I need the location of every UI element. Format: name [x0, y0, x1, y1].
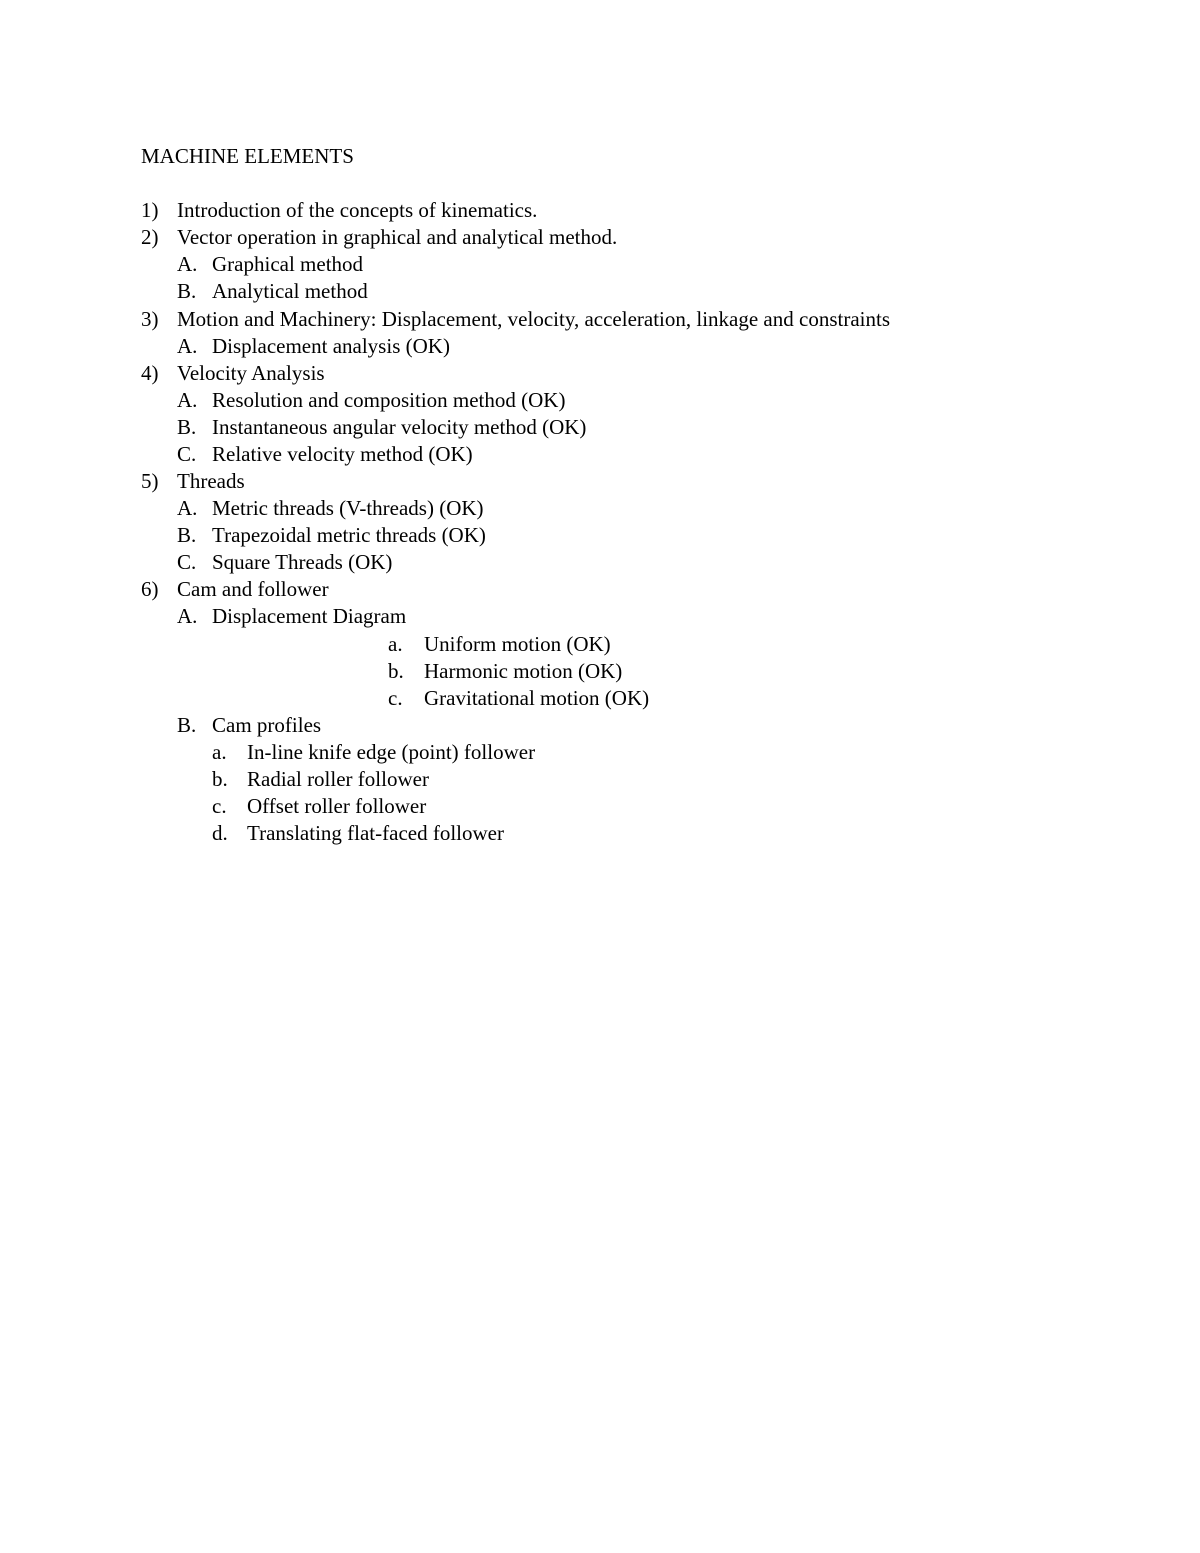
- list-item-text: Square Threads (OK): [212, 550, 393, 574]
- list-item-text: Relative velocity method (OK): [212, 442, 473, 466]
- list-marker: A.: [177, 252, 198, 276]
- list-marker: B.: [177, 713, 197, 737]
- list-item-text: Trapezoidal metric threads (OK): [212, 523, 486, 547]
- list-item-text: Introduction of the concepts of kinematics.: [177, 198, 538, 222]
- list-marker: a.: [212, 740, 227, 764]
- list-marker: a.: [388, 632, 403, 656]
- list-marker: B.: [177, 279, 197, 303]
- list-marker: 1): [141, 198, 159, 222]
- list-marker: C.: [177, 442, 197, 466]
- list-item-text: Graphical method: [212, 252, 364, 276]
- list-marker: A.: [177, 334, 198, 358]
- list-marker: 4): [141, 361, 159, 385]
- list-item-text: In-line knife edge (point) follower: [247, 740, 536, 764]
- list-item-text: Translating flat-faced follower: [247, 821, 504, 845]
- list-marker: 2): [141, 225, 159, 249]
- list-marker: A.: [177, 604, 198, 628]
- list-item-text: Metric threads (V-threads) (OK): [212, 496, 484, 520]
- list-marker: 6): [141, 577, 159, 601]
- list-item-text: Analytical method: [212, 279, 368, 303]
- list-marker: c.: [388, 686, 403, 710]
- list-item-text: Gravitational motion (OK): [424, 686, 650, 710]
- list-marker: c.: [212, 794, 227, 818]
- list-item-text: Motion and Machinery: Displacement, velocity, acceleration, linkage and constraints: [177, 307, 890, 331]
- list-marker: 5): [141, 469, 159, 493]
- list-item-text: Cam profiles: [212, 713, 322, 737]
- list-item-text: Radial roller follower: [247, 767, 429, 791]
- list-item-text: Cam and follower: [177, 577, 329, 601]
- list-item-text: Instantaneous angular velocity method (OK): [212, 415, 587, 439]
- list-marker: B.: [177, 523, 197, 547]
- list-item-text: Offset roller follower: [247, 794, 427, 818]
- list-item-text: Harmonic motion (OK): [424, 659, 623, 683]
- list-item-text: Displacement Diagram: [212, 604, 407, 628]
- list-item-text: Threads: [177, 469, 245, 493]
- list-marker: d.: [212, 821, 228, 845]
- list-item-text: Vector operation in graphical and analytical method.: [177, 225, 618, 249]
- list-item-text: Displacement analysis (OK): [212, 334, 450, 358]
- list-marker: C.: [177, 550, 197, 574]
- list-item-text: Resolution and composition method (OK): [212, 388, 566, 412]
- list-item-text: Velocity Analysis: [177, 361, 325, 385]
- list-item-text: Uniform motion (OK): [424, 632, 611, 656]
- list-marker: A.: [177, 388, 198, 412]
- list-marker: B.: [177, 415, 197, 439]
- list-marker: 3): [141, 307, 159, 331]
- list-marker: A.: [177, 496, 198, 520]
- list-marker: b.: [212, 767, 228, 791]
- list-marker: b.: [388, 659, 404, 683]
- document-title: MACHINE ELEMENTS: [141, 144, 354, 168]
